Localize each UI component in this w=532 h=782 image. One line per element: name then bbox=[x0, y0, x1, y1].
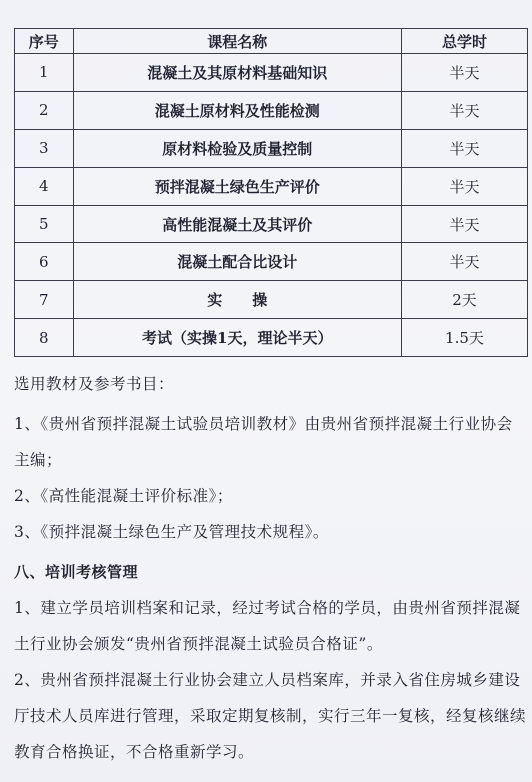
row-hours: 半天 bbox=[401, 54, 527, 92]
section-item: 1、建立学员培训档案和记录，经过考试合格的学员，由贵州省预拌混凝土行业协会颁发“贵州省预拌混凝土试验员合格证”。 bbox=[14, 599, 521, 653]
table-row bbox=[15, 167, 528, 205]
header-number: 序号 bbox=[15, 29, 74, 54]
header-course-name: 课程名称 bbox=[73, 29, 401, 54]
row-hours: 1.5天 bbox=[401, 319, 527, 357]
table-row bbox=[15, 243, 528, 281]
reference-item: 3、《预拌混凝土绿色生产及管理技术规程》。 bbox=[14, 523, 329, 541]
row-course-name: 高性能混凝土及其评价 bbox=[73, 205, 401, 243]
row-course-name: 实 操 bbox=[73, 281, 401, 319]
row-course-name: 混凝土原材料及性能检测 bbox=[73, 91, 401, 129]
reference-item: 1、《贵州省预拌混凝土试验员培训教材》由贵州省预拌混凝土行业协会主编； bbox=[14, 415, 513, 469]
header-total-hours: 总学时 bbox=[401, 29, 527, 54]
table-row bbox=[15, 281, 528, 319]
row-number: 1 bbox=[15, 54, 74, 92]
row-hours: 半天 bbox=[401, 205, 527, 243]
course-table bbox=[14, 28, 528, 357]
row-number: 5 bbox=[15, 205, 74, 243]
table-header-row bbox=[15, 29, 528, 54]
row-number: 6 bbox=[15, 243, 74, 281]
row-hours: 半天 bbox=[401, 129, 527, 167]
row-course-name: 混凝土及其原材料基础知识 bbox=[73, 54, 401, 92]
row-course-name: 混凝土配合比设计 bbox=[73, 243, 401, 281]
row-number: 7 bbox=[15, 281, 74, 319]
section-heading: 八、培训考核管理 bbox=[14, 563, 139, 581]
table-row bbox=[15, 91, 528, 129]
table-row bbox=[15, 54, 528, 92]
row-number: 8 bbox=[15, 319, 74, 357]
row-hours: 2天 bbox=[401, 281, 527, 319]
table-row bbox=[15, 205, 528, 243]
row-number: 3 bbox=[15, 129, 74, 167]
references-intro: 选用教材及参考书目： bbox=[14, 375, 175, 393]
row-course-name: 考试（实操1天，理论半天） bbox=[73, 319, 401, 357]
row-course-name: 预拌混凝土绿色生产评价 bbox=[73, 167, 401, 205]
table-row bbox=[15, 319, 528, 357]
reference-item: 2、《高性能混凝土评价标准》； bbox=[14, 487, 233, 505]
row-number: 4 bbox=[15, 167, 74, 205]
table-row bbox=[15, 129, 528, 167]
row-hours: 半天 bbox=[401, 91, 527, 129]
row-hours: 半天 bbox=[401, 243, 527, 281]
references-block bbox=[14, 366, 526, 770]
section-item: 2、贵州省预拌混凝土行业协会建立人员档案库，并录入省住房城乡建设厅技术人员库进行管理，采取定期复核制，实行三年一复核，经复核继续教育合格换证，不合格重新学习。 bbox=[14, 671, 527, 761]
row-number: 2 bbox=[15, 91, 74, 129]
row-course-name: 原材料检验及质量控制 bbox=[73, 129, 401, 167]
row-hours: 半天 bbox=[401, 167, 527, 205]
